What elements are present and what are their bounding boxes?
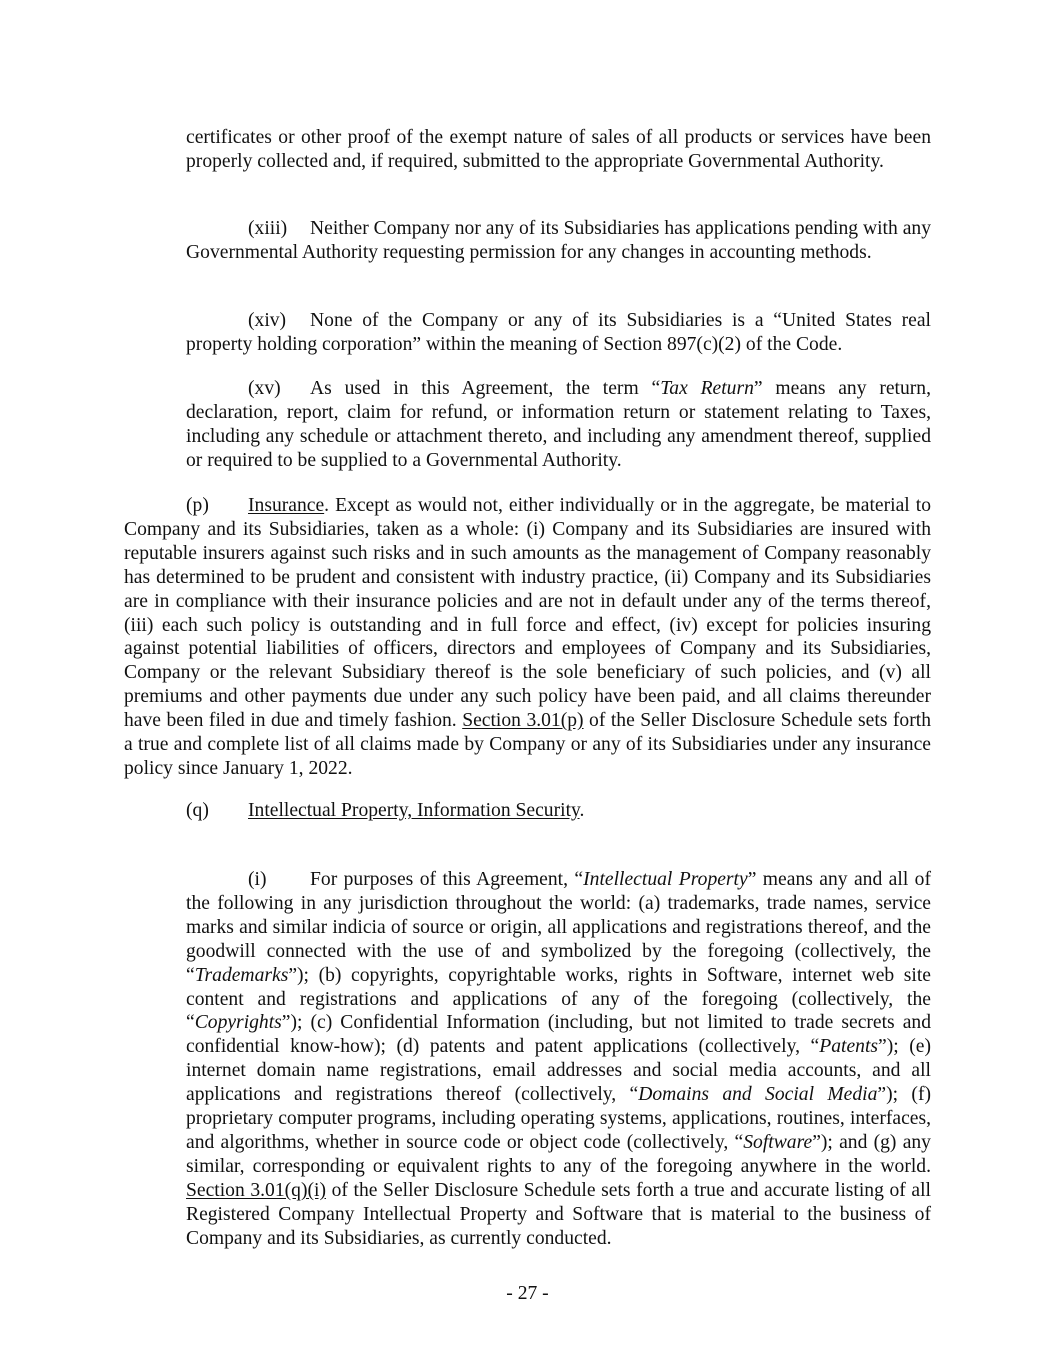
defined-term: Intellectual Property (583, 869, 748, 890)
section-p-insurance (124, 494, 931, 781)
page-number: - 27 - (506, 1283, 549, 1304)
clause-text: ” means any return, declaration, report, claim for refund, or information return or statement relating to Taxes, including any schedule or attachment thereto, and including any amendment thereof, supplied or required to be supplied to a Governmental Authority. (186, 378, 932, 471)
section-text: of the Seller Disclosure Schedule sets forth a true and complete list of all claims made by Company or any of its Subsidiaries under any insurance policy since January 1, 2022. (124, 710, 931, 779)
cross-reference-3-01-q-i: Section 3.01(q)(i) (186, 1179, 326, 1201)
continuation-paragraph (186, 126, 931, 174)
clause-label: (xiv) (248, 310, 287, 331)
clause-text: ” means any and all of the following in any jurisdiction throughout the world: (a) trademarks, trade names, service marks and similar indicia of source or origin, all applications and registrations thereof, and the goodwill connected with the use of and symbolized by the foregoing (collectively, the “ (186, 869, 932, 986)
clause-text: ”); (c) Confidential Information (including, but not limited to trade secrets and confidential know-how); (d) patents and patent applications (collectively, “ (186, 1012, 931, 1058)
clause-label: (xiii) (248, 218, 288, 239)
section-heading-insurance: Insurance (248, 495, 325, 516)
defined-term: Domains and Social Media (638, 1084, 878, 1106)
clause-text: For purposes of this Agreement, “ (310, 869, 584, 890)
clause-label: (xv) (248, 378, 281, 399)
defined-term-tax-return: Tax Return (660, 378, 754, 399)
clause-text: of the Seller Disclosure Schedule sets forth a true and accurate listing of all Registered Company Intellectual Property and Software that is material to the business of Company and its Subsidiaries, as currently conducted. (186, 1179, 931, 1249)
section-q-heading (186, 799, 931, 823)
clause-xiv (186, 309, 931, 357)
clause-text: ”); (f) proprietary computer programs, including operating systems, applications, routines, interfaces, and algorithms, whether in source code or object code (collectively, “ (186, 1084, 931, 1153)
defined-term: Trademarks (194, 964, 289, 986)
clause-text: ”); (b) copyrights, copyrightable works, rights in Software, internet web site content and registrations and applications of any of the foregoing (collectively, the “ (186, 964, 931, 1034)
section-label: (p) (186, 495, 209, 516)
section-text: . Except as would not, either individually or in the aggregate, be material to Company and its Subsidiaries, taken as a whole: (i) Company and its Subsidiaries are insured with reputable insurers against such risks and in such amounts as the management of Company reasonably has determined to be prudent and consistent with industry practice, (ii) Company and its Subsidiaries are in compliance with their insurance policies and are not in default under any of the terms thereof, (iii) each such policy is outstanding and in full force and effect, (iv) except for policies insuring against potential liabilities of officers, directors and employees of Company and its Subsidiaries, Company or the relevant Subsidiary thereof is the sole beneficiary of such policies, and (v) all premiums and other payments due under any such policy have been paid, and all claims thereunder have been filed in due and timely fashion. (124, 495, 931, 732)
clause-text: ”); (e) internet domain name registrations, email addresses and social media accounts, and all applications and registrations thereof (collectively, “ (186, 1036, 931, 1106)
clause-xv (186, 377, 931, 473)
clause-q-i (186, 868, 931, 1251)
clause-label: (i) (248, 869, 267, 890)
defined-term: Copyrights (194, 1012, 282, 1034)
clause-xiii (186, 217, 931, 265)
clause-text: Neither Company nor any of its Subsidiaries has applications pending with any Governmental Authority requesting permission for any changes in accounting methods. (186, 218, 931, 263)
clause-text: As used in this Agreement, the term “ (310, 378, 661, 399)
paragraph-text: certificates or other proof of the exempt nature of sales of all products or services have been properly collected and, if required, submitted to the appropriate Governmental Authority. (186, 127, 931, 172)
cross-reference-3-01-p: Section 3.01(p) (462, 710, 584, 732)
defined-term: Software (743, 1131, 813, 1153)
heading-trail: . (579, 800, 585, 821)
section-label: (q) (186, 800, 209, 821)
clause-text: ”); and (g) any similar, corresponding or equivalent rights to any of the foregoing anywhere in the world. (186, 1131, 931, 1177)
clause-text: None of the Company or any of its Subsidiaries is a “United States real property holding corporation” within the meaning of Section 897(c)(2) of the Code. (186, 310, 931, 355)
defined-term: Patents (819, 1036, 879, 1058)
section-heading-ip: Intellectual Property, Information Security (248, 800, 580, 821)
